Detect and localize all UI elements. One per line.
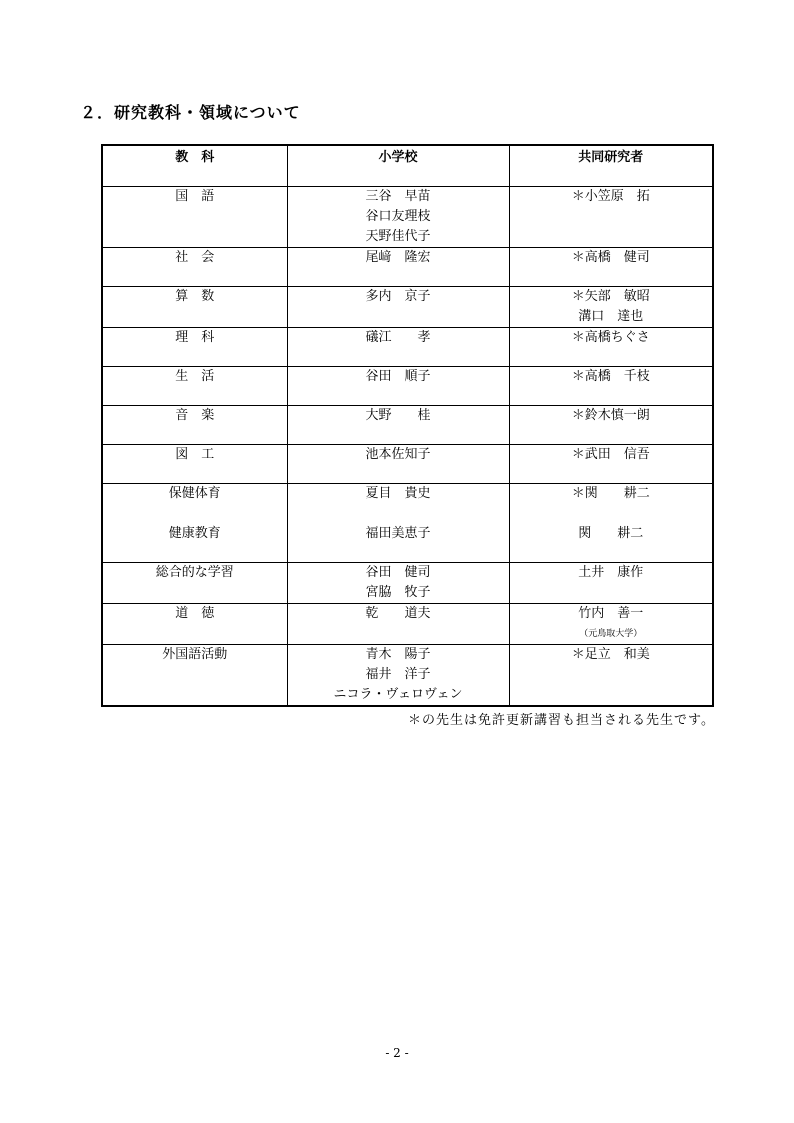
researcher-cell (509, 563, 713, 604)
researcher-line: ＊武田 信吾 (571, 447, 650, 462)
teacher-line: 尾﨑 隆宏 (365, 250, 431, 265)
page-number: - 2 - (385, 1046, 409, 1060)
teacher-cell (287, 367, 509, 406)
table-row (102, 645, 713, 707)
teacher-line: 天野佳代子 (365, 229, 431, 244)
subject-cell (102, 445, 287, 484)
teacher-line: 乾 道夫 (365, 606, 431, 621)
researcher-line: 関 耕二 (578, 526, 644, 541)
researcher-line: ＊矢部 敏昭 (571, 289, 650, 304)
table-row (102, 287, 713, 328)
researcher-cell (509, 406, 713, 445)
teacher-cell (287, 248, 509, 287)
footnote: ＊の先生は免許更新講習も担当される先生です。 (408, 713, 715, 728)
researcher-line: ＊高橋 健司 (571, 250, 650, 265)
subject-line: 生 活 (175, 369, 215, 384)
header-school: 小学校 (287, 145, 509, 187)
teacher-cell (287, 604, 509, 645)
table-row (102, 367, 713, 406)
researcher-cell (509, 187, 713, 248)
teacher-line: 谷口友理枝 (365, 209, 431, 224)
subject-cell (102, 563, 287, 604)
researcher-cell (509, 287, 713, 328)
teacher-line: 福井 洋子 (365, 667, 431, 682)
table-row (102, 248, 713, 287)
teacher-line: 池本佐知子 (365, 447, 431, 462)
subject-cell (102, 287, 287, 328)
researcher-line: 溝口 達也 (578, 309, 644, 324)
subject-cell (102, 328, 287, 367)
table-row (102, 406, 713, 445)
teacher-cell (287, 187, 509, 248)
researcher-line: ＊足立 和美 (571, 647, 650, 662)
header-subject: 教 科 (102, 145, 287, 187)
subject-cell (102, 367, 287, 406)
teacher-line: ニコラ・ヴェロヴェン (333, 687, 463, 702)
researcher-cell (509, 367, 713, 406)
subject-line: 保健体育 (168, 486, 221, 501)
table-row (102, 445, 713, 484)
subject-line: 図 工 (175, 447, 215, 462)
researcher-affiliation: （元鳥取大学） (579, 629, 643, 639)
teacher-cell (287, 287, 509, 328)
researcher-cell (509, 248, 713, 287)
subject-line: 総合的な学習 (155, 565, 234, 580)
subject-line: 健康教育 (168, 526, 221, 541)
teacher-line: 多内 京子 (365, 289, 431, 304)
subject-line: 音 楽 (175, 408, 215, 423)
teacher-line: 谷田 健司 (365, 565, 431, 580)
teacher-line: 礒江 孝 (365, 330, 431, 345)
table-header-row (102, 145, 713, 187)
teacher-line: 三谷 早苗 (365, 189, 431, 204)
table-row (102, 563, 713, 604)
teacher-line: 宮脇 牧子 (365, 585, 431, 600)
teacher-line: 福田美恵子 (365, 526, 431, 541)
teacher-cell (287, 563, 509, 604)
subject-line: 外国語活動 (162, 647, 228, 662)
subject-line: 社 会 (175, 250, 215, 265)
teacher-cell (287, 445, 509, 484)
table-row (102, 328, 713, 367)
researcher-cell (509, 604, 713, 645)
table-row (102, 187, 713, 248)
subject-line: 算 数 (175, 289, 215, 304)
researcher-line: ＊高橋ちぐさ (571, 330, 650, 345)
subject-line: 国 語 (175, 189, 215, 204)
subject-line: 道 徳 (175, 606, 215, 621)
research-table (101, 144, 714, 707)
teacher-cell (287, 406, 509, 445)
table-row (102, 604, 713, 645)
header-researcher: 共同研究者 (509, 145, 713, 187)
researcher-line: ＊関 耕二 (571, 486, 650, 501)
teacher-cell (287, 328, 509, 367)
researcher-line: ＊鈴木慎一朗 (571, 408, 650, 423)
teacher-cell (287, 484, 509, 563)
researcher-cell (509, 484, 713, 563)
researcher-cell (509, 328, 713, 367)
researcher-line (510, 504, 713, 524)
teacher-cell (287, 645, 509, 707)
subject-cell (102, 484, 287, 563)
subject-line (103, 504, 287, 524)
researcher-cell (509, 445, 713, 484)
section-heading: ２．研究教科・領域について (80, 103, 301, 122)
subject-cell (102, 645, 287, 707)
teacher-line: 谷田 順子 (365, 369, 431, 384)
subject-cell (102, 248, 287, 287)
subject-line: 理 科 (175, 330, 215, 345)
subject-cell (102, 187, 287, 248)
teacher-line: 青木 陽子 (365, 647, 431, 662)
teacher-line: 夏目 貴史 (365, 486, 431, 501)
subject-cell (102, 406, 287, 445)
teacher-line (288, 504, 509, 524)
subject-cell (102, 604, 287, 645)
researcher-line: 土井 康作 (578, 565, 644, 580)
researcher-line: ＊小笠原 拓 (571, 189, 650, 204)
researcher-line: ＊高橋 千枝 (571, 369, 650, 384)
teacher-line: 大野 桂 (365, 408, 431, 423)
table-row (102, 484, 713, 563)
researcher-cell (509, 645, 713, 707)
researcher-line: 竹内 善一 (578, 606, 644, 621)
